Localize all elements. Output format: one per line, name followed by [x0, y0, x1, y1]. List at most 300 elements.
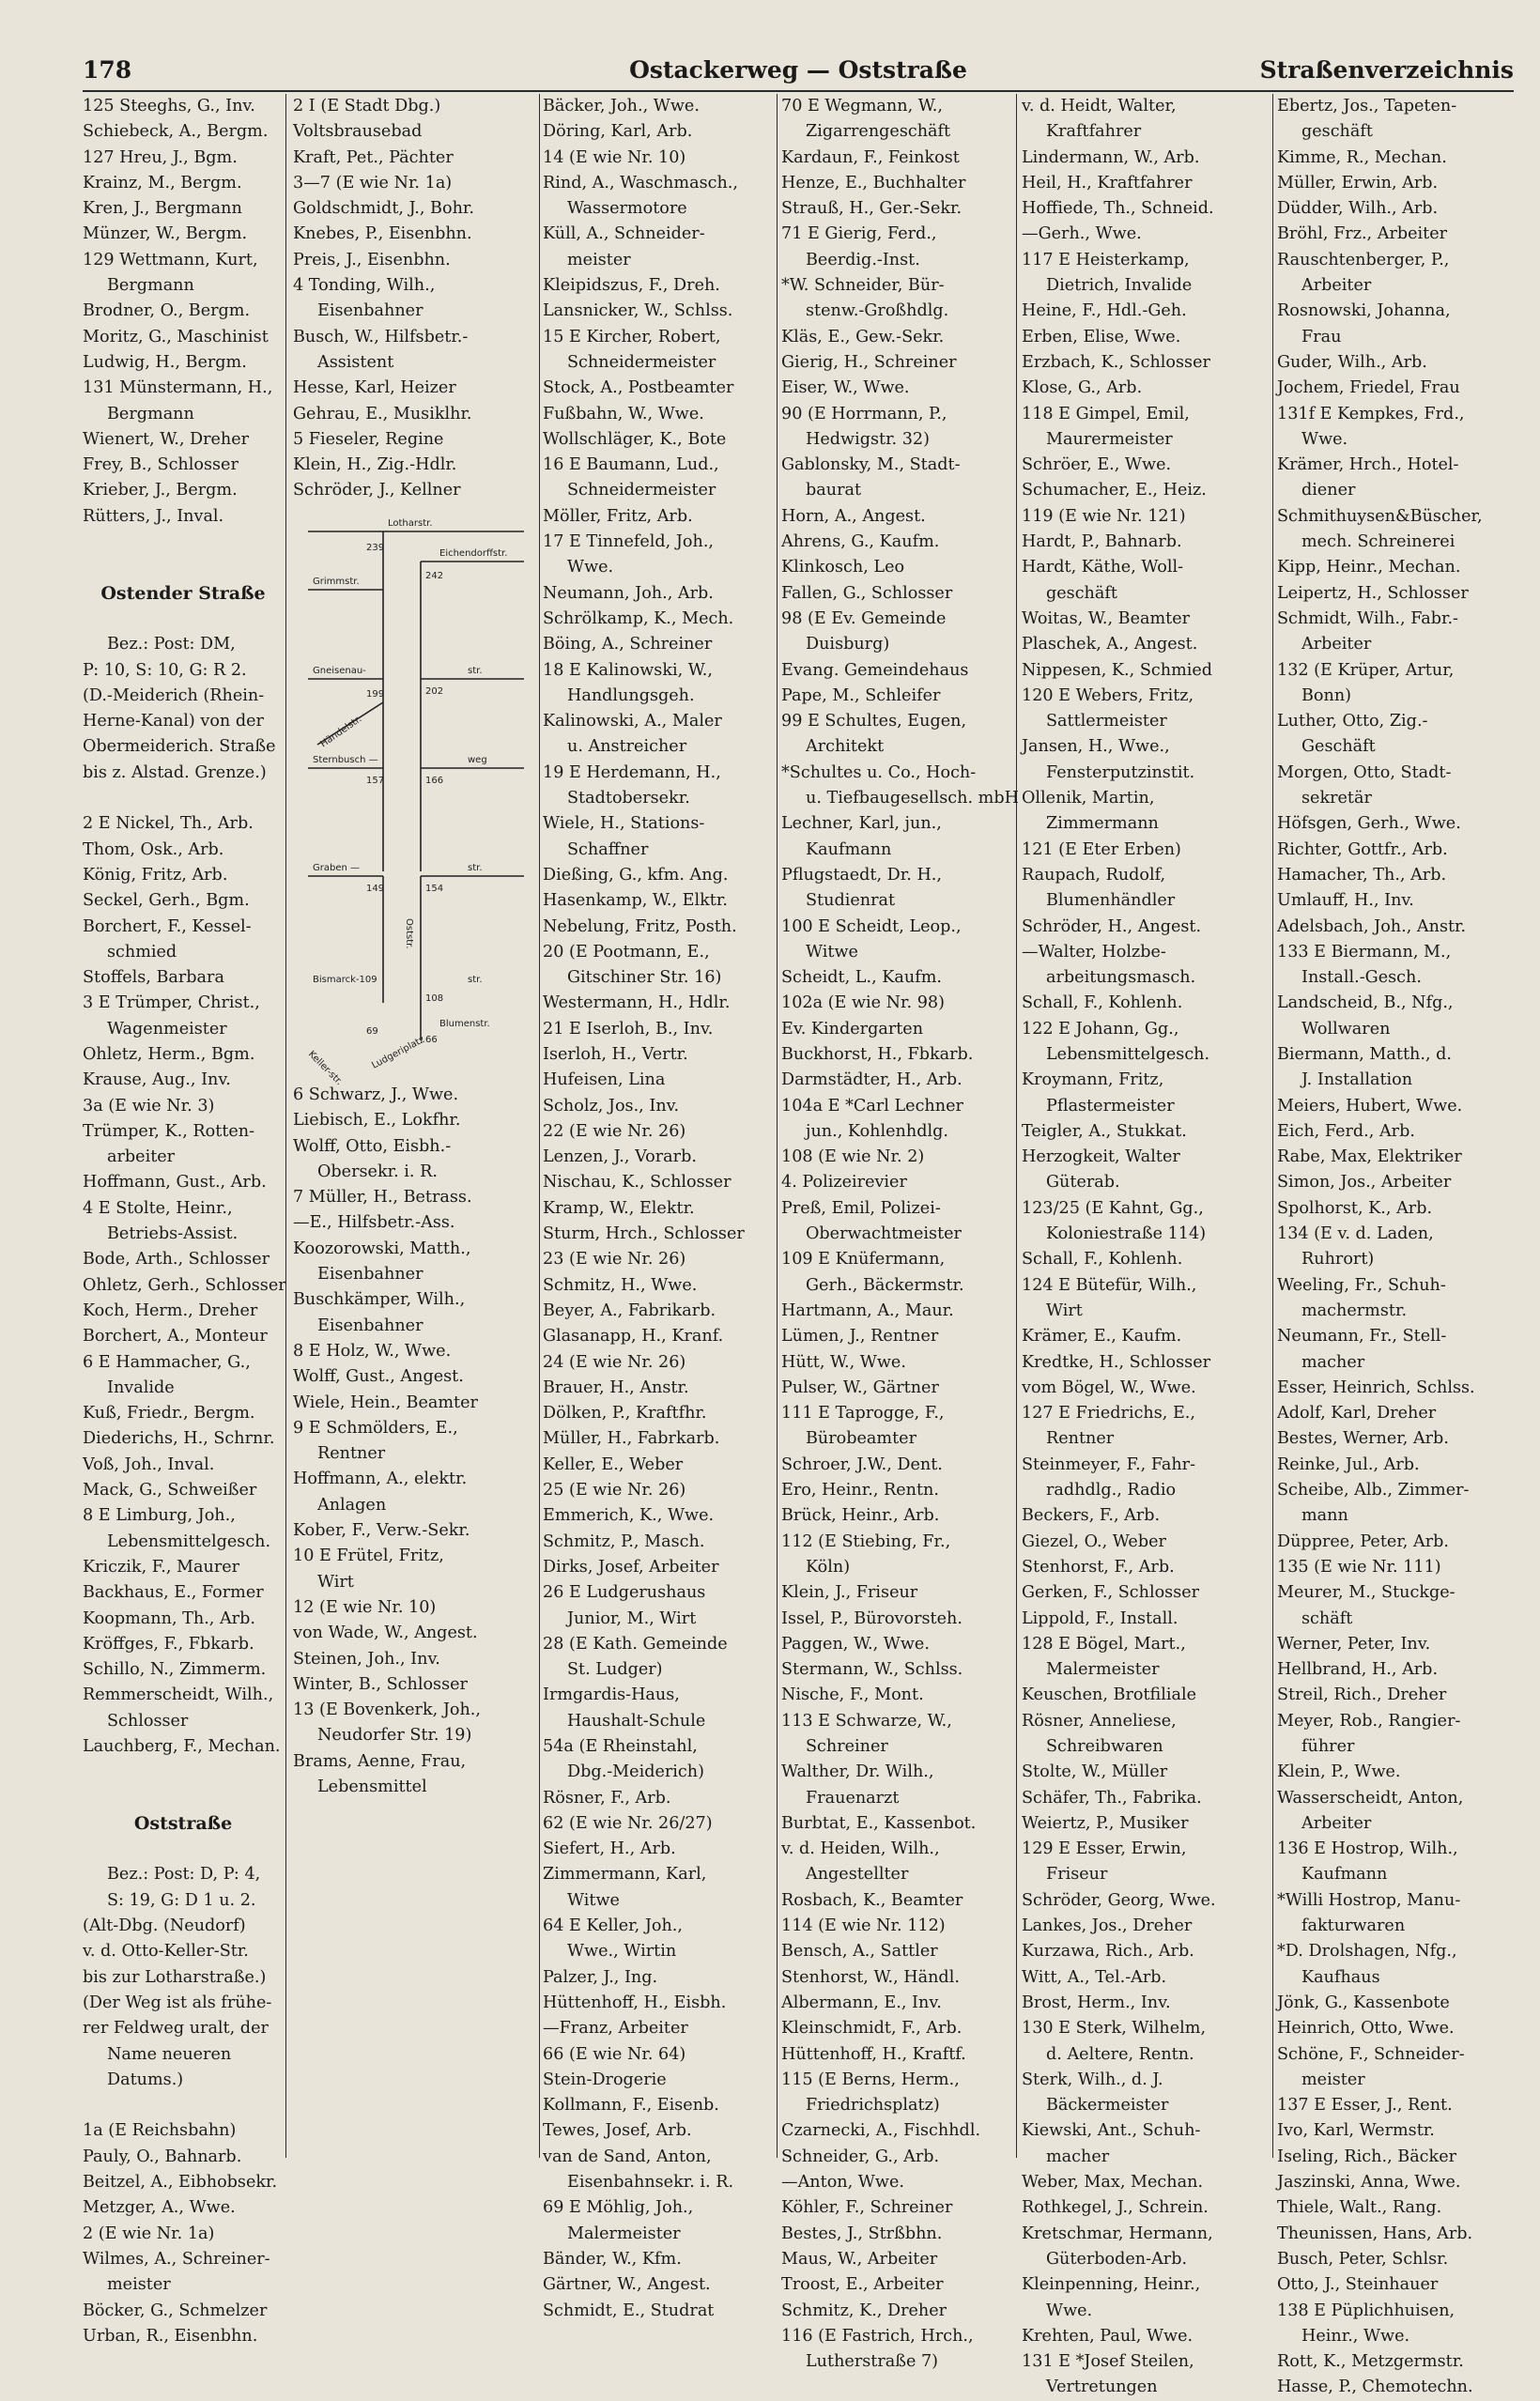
- directory-entry: Borchert, A., Monteur: [83, 1327, 268, 1347]
- directory-entry: 131f E Kempkes, Frd.,: [1277, 404, 1465, 423]
- directory-entry: Urban, R., Eisenbhn.: [83, 2326, 258, 2346]
- blank-line: [83, 786, 284, 811]
- directory-entry: Strauß, H., Ger.-Sekr.: [781, 199, 962, 219]
- directory-entry: König, Fritz, Arb.: [83, 865, 228, 885]
- directory-entry: 18 E Kalinowski, W.,: [543, 660, 713, 680]
- directory-entry: 122 E Johann, Gg.,: [1022, 1019, 1179, 1039]
- directory-entry: Buckhorst, H., Fbkarb.: [781, 1044, 974, 1064]
- directory-entry: Gehrau, E., Musiklhr.: [293, 404, 472, 423]
- directory-entry: Krainz, M., Bergm.: [83, 173, 242, 192]
- directory-entry: Lansnicker, W., Schlss.: [543, 301, 733, 321]
- directory-entry: Ebertz, Jos., Tapeten-: [1277, 97, 1457, 115]
- directory-entry: Malermeister: [1046, 1660, 1160, 1680]
- directory-entry: Erben, Elise, Wwe.: [1022, 327, 1181, 346]
- directory-entry: 129 E Esser, Erwin,: [1022, 1839, 1187, 1859]
- directory-entry: Köln): [806, 1557, 851, 1577]
- directory-entry: —E., Hilfsbetr.-Ass.: [293, 1213, 455, 1233]
- directory-entry: Burbtat, E., Kassenbot.: [781, 1813, 977, 1833]
- directory-entry: geschäft: [1301, 122, 1373, 142]
- directory-entry: 111 E Taprogge, F.,: [781, 1404, 945, 1424]
- directory-entry: Install.-Gesch.: [1301, 968, 1422, 988]
- page-header: [83, 54, 1514, 92]
- map-label-sternbusch: Sternbusch —: [313, 755, 378, 765]
- directory-entry: 71 E Gierig, Ferd.,: [781, 224, 937, 244]
- blank-line: [83, 1786, 284, 1811]
- directory-entry: Friseur: [1046, 1865, 1108, 1885]
- directory-entry: Pulser, W., Gärtner: [781, 1377, 939, 1397]
- directory-entry: Krämer, Hrch., Hotel-: [1277, 455, 1459, 475]
- directory-entry: 8 E Limburg, Joh.,: [83, 1506, 236, 1526]
- directory-entry: Beckers, F., Arb.: [1022, 1506, 1161, 1526]
- directory-entry: Voß, Joh., Inval.: [83, 1454, 215, 1474]
- map-number: 149: [366, 884, 385, 894]
- directory-entry: 2 (E wie Nr. 1a): [83, 2224, 215, 2243]
- directory-entry: Steinen, Joh., Inv.: [293, 1649, 440, 1669]
- directory-entry: Geschäft: [1301, 737, 1376, 757]
- directory-entry: Lebensmittel: [317, 1778, 427, 1797]
- directory-entry: bis z. Alstad. Grenze.): [83, 762, 267, 782]
- directory-entry: Rütters, J., Inval.: [83, 506, 224, 526]
- directory-entry: Bensch, A., Sattler: [781, 1942, 938, 1962]
- directory-entry: Teigler, A., Stukkat.: [1022, 1121, 1187, 1141]
- directory-entry: Lenzen, J., Vorarb.: [543, 1147, 697, 1167]
- map-label-bismarck-str: str.: [468, 975, 483, 985]
- map-divider: [289, 1078, 535, 1080]
- directory-entry: Krämer, E., Kaufm.: [1022, 1327, 1182, 1347]
- directory-entry: 24 (E wie Nr. 26): [543, 1352, 686, 1372]
- directory-entry: 21 E Iserloh, B., Inv.: [543, 1019, 714, 1039]
- directory-entry: Wiele, Hein., Beamter: [293, 1393, 478, 1412]
- directory-entry: Wasserscheidt, Anton,: [1277, 1788, 1464, 1808]
- directory-entry: Westermann, H., Hdlr.: [543, 993, 731, 1013]
- directory-entry: sekretär: [1301, 789, 1372, 808]
- directory-entry: rer Feldweg uralt, der: [83, 2019, 269, 2039]
- directory-entry: Rauschtenberger, P.,: [1277, 250, 1450, 269]
- directory-entry: Dölken, P., Kraftfhr.: [543, 1404, 707, 1424]
- directory-entry: Eisenbahnsekr. i. R.: [567, 2173, 734, 2193]
- directory-entry: führer: [1301, 1737, 1355, 1756]
- directory-entry: Obersekr. i. R.: [317, 1162, 438, 1181]
- directory-entry: Kimme, R., Mechan.: [1277, 147, 1447, 167]
- directory-entry: (Alt-Dbg. (Neudorf): [83, 1916, 246, 1936]
- map-number: 202: [425, 686, 444, 697]
- directory-entry: Meurer, M., Stuckge-: [1277, 1583, 1455, 1603]
- directory-entry: Hasse, P., Chemotechn.: [1277, 2378, 1473, 2397]
- directory-entry: Ollenik, Martin,: [1022, 789, 1155, 808]
- directory-entry: Kiewski, Ant., Schuh-: [1022, 2121, 1201, 2141]
- directory-entry: Gitschiner Str. 16): [567, 968, 722, 988]
- directory-entry: Schmitz, H., Wwe.: [543, 1275, 698, 1295]
- directory-entry: Pflugstaedt, Dr. H.,: [781, 865, 942, 885]
- directory-entry: diener: [1301, 481, 1356, 500]
- directory-entry: Nippesen, K., Schmied: [1022, 660, 1213, 680]
- directory-entry: Otto, J., Steinhauer: [1277, 2275, 1439, 2295]
- directory-entry: J. Installation: [1301, 1070, 1413, 1090]
- directory-entry: Duisburg): [806, 635, 890, 654]
- directory-entry: Wwe.: [1301, 429, 1348, 449]
- directory-entry: Hüttenhoff, H., Eisbh.: [543, 1993, 727, 2012]
- directory-entry: Spolhorst, K., Arb.: [1277, 1198, 1433, 1218]
- directory-entry: Invalide: [107, 1377, 175, 1397]
- directory-entry: Maurermeister: [1046, 429, 1173, 449]
- map-label-sternbusch-weg: weg: [468, 755, 487, 765]
- directory-entry: Mack, G., Schweißer: [83, 1481, 257, 1501]
- directory-entry: Krehten, Paul, Wwe.: [1022, 2326, 1194, 2346]
- directory-entry: Stolte, W., Müller: [1022, 1762, 1168, 1782]
- directory-entry: 23 (E wie Nr. 26): [543, 1250, 686, 1270]
- directory-entry: Kardaun, F., Feinkost: [781, 147, 960, 167]
- directory-entry: 135 (E wie Nr. 111): [1277, 1557, 1441, 1577]
- directory-entry: Rosnowski, Johanna,: [1277, 301, 1451, 321]
- directory-entry: Gärtner, W., Angest.: [543, 2275, 711, 2295]
- directory-entry: Bürobeamter: [806, 1429, 917, 1449]
- directory-entry: Bez.: Post: D, P: 4,: [107, 1865, 261, 1885]
- directory-entry: 22 (E wie Nr. 26): [543, 1121, 686, 1141]
- directory-entry: Klein, J., Friseur: [781, 1583, 918, 1603]
- directory-entry: Rott, K., Metzgermstr.: [1277, 2352, 1464, 2372]
- directory-entry: Lippold, F., Install.: [1022, 1608, 1178, 1628]
- directory-entry: Schlosser: [107, 1711, 189, 1731]
- directory-entry: Siefert, H., Arb.: [543, 1839, 676, 1859]
- directory-entry: Pflastermeister: [1046, 1096, 1175, 1116]
- directory-entry: Wassermotore: [567, 199, 687, 219]
- directory-entry: v. d. Otto-Keller-Str.: [83, 1942, 249, 1962]
- directory-entry: 19 E Herdemann, H.,: [543, 762, 721, 782]
- directory-entry: Czarnecki, A., Fischhdl.: [781, 2121, 981, 2141]
- directory-entry: Stoffels, Barbara: [83, 968, 224, 988]
- directory-entry: Kalinowski, A., Maler: [543, 712, 722, 731]
- directory-entry: Architekt: [806, 737, 885, 757]
- directory-entry: baurat: [806, 481, 862, 500]
- map-label-graben: Graben —: [313, 863, 361, 873]
- column-rule: [1016, 94, 1017, 2158]
- directory-entry: meister: [567, 250, 631, 269]
- directory-entry: Schmitz, P., Masch.: [543, 1531, 705, 1551]
- directory-entry: Scheibe, Alb., Zimmer-: [1277, 1481, 1470, 1501]
- directory-entry: 4 Tonding, Wilh.,: [293, 276, 436, 296]
- column-rule: [777, 94, 778, 2158]
- directory-entry: Fußbahn, W., Wwe.: [543, 404, 704, 423]
- map-label-eichendorffstr: Eichendorffstr.: [439, 548, 508, 559]
- page-number: 178: [83, 56, 132, 84]
- directory-entry: Steinmeyer, F., Fahr-: [1022, 1454, 1196, 1474]
- directory-entry: Hüttenhoff, H., Kraftf.: [781, 2044, 966, 2064]
- directory-entry: Meyer, Rob., Rangier-: [1277, 1711, 1461, 1731]
- directory-entry: Eisenbahner: [317, 1265, 424, 1285]
- directory-entry: St. Ludger): [567, 1660, 663, 1680]
- directory-entry: Koch, Herm., Dreher: [83, 1301, 258, 1320]
- directory-entry: Schneidermeister: [567, 352, 716, 372]
- directory-entry: Woitas, W., Beamter: [1022, 608, 1191, 628]
- directory-entry: (D.-Meiderich (Rhein-: [83, 685, 265, 705]
- directory-entry: 124 E Bütefür, Wilh.,: [1022, 1275, 1197, 1295]
- directory-entry: —Walter, Holzbe-: [1022, 942, 1166, 962]
- directory-entry: 4. Polizeirevier: [781, 1173, 907, 1193]
- directory-entry: Studienrat: [806, 891, 896, 911]
- directory-entry: Heinr., Wwe.: [1301, 2326, 1410, 2346]
- directory-entry: Iserloh, H., Vertr.: [543, 1044, 688, 1064]
- directory-entry: 69 E Möhlig, Joh.,: [543, 2198, 694, 2218]
- directory-entry: 2 E Nickel, Th., Arb.: [83, 814, 254, 834]
- map-label-blumenstr: Blumenstr.: [439, 1019, 490, 1029]
- directory-entry: Thom, Osk., Arb.: [83, 839, 224, 859]
- directory-entry: Knebes, P., Eisenbhn.: [293, 224, 472, 244]
- directory-entry: Herzogkeit, Walter: [1022, 1147, 1180, 1167]
- directory-entry: Rabe, Max, Elektriker: [1277, 1147, 1462, 1167]
- directory-entry: Malermeister: [567, 2224, 681, 2243]
- directory-entry: Rothkegel, J., Schrein.: [1022, 2198, 1209, 2218]
- directory-entry: Koozorowski, Matth.,: [293, 1239, 471, 1258]
- directory-entry: Arbeiter: [1301, 1813, 1372, 1833]
- directory-entry: Wolff, Otto, Eisbh.-: [293, 1136, 452, 1156]
- directory-entry: Köhler, F., Schreiner: [781, 2198, 953, 2218]
- directory-entry: Brodner, O., Bergm.: [83, 301, 251, 321]
- directory-entry: Frau: [1301, 327, 1342, 346]
- directory-entry: Neumann, Fr., Stell-: [1277, 1327, 1447, 1347]
- directory-entry: —Anton, Wwe.: [781, 2173, 904, 2193]
- directory-entry: Heinrich, Otto, Wwe.: [1277, 2019, 1455, 2039]
- directory-entry: Kraftfahrer: [1046, 122, 1142, 142]
- directory-entry: Koopmann, Th., Arb.: [83, 1608, 255, 1628]
- directory-entry: 138 E Püplichhuisen,: [1277, 2301, 1455, 2320]
- directory-entry: 20 (E Pootmann, E.,: [543, 942, 710, 962]
- directory-entry: Irmgardis-Haus,: [543, 1685, 680, 1705]
- directory-entry: Simon, Jos., Arbeiter: [1277, 1173, 1452, 1193]
- directory-entry: Guder, Wilh., Arb.: [1277, 352, 1427, 372]
- directory-entry: Kipp, Heinr., Mechan.: [1277, 558, 1461, 577]
- directory-entry: arbeiter: [107, 1147, 176, 1167]
- directory-entry: 5 Fieseler, Regine: [293, 429, 444, 449]
- directory-entry: 2 I (E Stadt Dbg.): [293, 97, 441, 115]
- directory-entry: Angestellter: [806, 1865, 909, 1885]
- directory-entry: Sterk, Wilh., d. J.: [1022, 2070, 1163, 2089]
- directory-entry: *Willi Hostrop, Manu-: [1277, 1890, 1461, 1910]
- directory-entry: —Franz, Arbeiter: [543, 2019, 688, 2039]
- directory-entry: Meiers, Hubert, Wwe.: [1277, 1096, 1463, 1116]
- directory-entry: Issel, P., Bürovorsteh.: [781, 1608, 962, 1628]
- directory-entry: Kläs, E., Gew.-Sekr.: [781, 327, 945, 346]
- directory-entry: Bänder, W., Kfm.: [543, 2249, 682, 2269]
- directory-entry: Ruhrort): [1301, 1250, 1375, 1270]
- directory-entry: —Gerh., Wwe.: [1022, 224, 1142, 244]
- directory-entry: Kollmann, F., Eisenb.: [543, 2096, 719, 2116]
- blank-line: [83, 1837, 284, 1862]
- directory-entry: Adolf, Karl, Dreher: [1277, 1404, 1437, 1424]
- directory-entry: Arbeiter: [1301, 635, 1372, 654]
- directory-entry: Ivo, Karl, Wermstr.: [1277, 2121, 1435, 2141]
- directory-entry: macher: [1301, 1352, 1365, 1372]
- directory-entry: Ev. Kindergarten: [781, 1019, 924, 1039]
- directory-entry: Beyer, A., Fabrikarb.: [543, 1301, 716, 1320]
- directory-entry: Nebelung, Fritz, Posth.: [543, 916, 737, 936]
- directory-entry: 28 (E Kath. Gemeinde: [543, 1634, 728, 1654]
- directory-entry: Schröder, H., Angest.: [1022, 916, 1202, 936]
- directory-entry: 136 E Hostrop, Wilh.,: [1277, 1839, 1458, 1859]
- directory-entry: 6 E Hammacher, G.,: [83, 1352, 251, 1372]
- directory-entry: radhdlg., Radio: [1046, 1481, 1177, 1501]
- directory-entry: *W. Schneider, Bür-: [781, 276, 945, 296]
- directory-entry: Jaszinski, Anna, Wwe.: [1277, 2173, 1461, 2193]
- directory-entry: Busch, Peter, Schlsr.: [1277, 2249, 1449, 2269]
- directory-entry: Hamacher, Th., Arb.: [1277, 865, 1447, 885]
- blank-line: [83, 607, 284, 632]
- directory-entry: Bez.: Post: DM,: [107, 635, 236, 654]
- directory-entry: Borchert, F., Kessel-: [83, 916, 252, 936]
- directory-entry: machermstr.: [1301, 1301, 1408, 1320]
- directory-entry: Wolff, Gust., Angest.: [293, 1367, 464, 1387]
- directory-entry: Vertretungen: [1046, 2378, 1158, 2397]
- directory-entry: Kretschmar, Hermann,: [1022, 2224, 1213, 2243]
- blank-line: [83, 555, 284, 580]
- directory-entry: 3a (E wie Nr. 3): [83, 1096, 215, 1116]
- directory-entry: Bode, Arth., Schlosser: [83, 1250, 270, 1270]
- map-number: 199: [366, 689, 385, 700]
- directory-entry: Klose, G., Arb.: [1022, 378, 1143, 398]
- map-number: 166: [425, 776, 444, 786]
- map-number: 154: [425, 884, 444, 894]
- directory-entry: Leipertz, H., Schlosser: [1277, 583, 1469, 603]
- directory-entry: Plaschek, A., Angest.: [1022, 635, 1198, 654]
- map-number: 108: [425, 993, 444, 1004]
- map-label-oststr: Oststr.: [404, 918, 414, 949]
- directory-entry: Wienert, W., Dreher: [83, 429, 250, 449]
- directory-entry: Keller, E., Weber: [543, 1454, 684, 1474]
- directory-entry: Heine, F., Hdl.-Geh.: [1022, 301, 1187, 321]
- directory-entry: Böcker, G., Schmelzer: [83, 2301, 268, 2320]
- directory-entry: Eisenbahner: [317, 1316, 424, 1335]
- directory-entry: Lebensmittelgesch.: [107, 1531, 271, 1551]
- directory-entry: Schroer, J.W., Dent.: [781, 1454, 943, 1474]
- directory-entry: Wilmes, A., Schreiner-: [83, 2249, 270, 2269]
- directory-entry: Stock, A., Postbeamter: [543, 378, 734, 398]
- directory-entry: Nische, F., Mont.: [781, 1685, 924, 1705]
- directory-entry: 14 (E wie Nr. 10): [543, 147, 686, 167]
- directory-entry: schmied: [107, 942, 177, 962]
- directory-entry: Klinkosch, Leo: [781, 558, 905, 577]
- directory-entry: Betriebs-Assist.: [107, 1224, 239, 1244]
- directory-entry: Adelsbach, Joh., Anstr.: [1277, 916, 1467, 936]
- directory-entry: Keuschen, Brotfiliale: [1022, 1685, 1197, 1705]
- directory-entry: Neudorfer Str. 19): [317, 1726, 472, 1746]
- directory-entry: Metzger, A., Wwe.: [83, 2198, 236, 2218]
- directory-entry: 127 E Friedrichs, E.,: [1022, 1404, 1195, 1424]
- directory-entry: Pape, M., Schleifer: [781, 685, 941, 705]
- directory-entry: Hoffmann, Gust., Arb.: [83, 1173, 267, 1193]
- directory-entry: Stenhorst, W., Händl.: [781, 1967, 960, 1987]
- directory-entry: Evang. Gemeindehaus: [781, 660, 969, 680]
- directory-entry: Sattlermeister: [1046, 712, 1167, 731]
- directory-entry: Winter, B., Schlosser: [293, 1674, 468, 1694]
- directory-entry: Hoffmann, A., elektr.: [293, 1470, 468, 1489]
- directory-entry: Kredtke, H., Schlosser: [1022, 1352, 1211, 1372]
- directory-entry: Wollwaren: [1301, 1019, 1391, 1039]
- directory-entry: Schreibwaren: [1046, 1737, 1163, 1756]
- directory-entry: 3 E Trümper, Christ.,: [83, 993, 260, 1013]
- directory-entry: Henze, E., Buchhalter: [781, 173, 966, 192]
- directory-entry: Eich, Ferd., Arb.: [1277, 1121, 1415, 1141]
- map-label-gneisenau: Gneisenau-: [313, 666, 366, 676]
- directory-entry: Frauenarzt: [806, 1788, 900, 1808]
- directory-entry: Preß, Emil, Polizei-: [781, 1198, 941, 1218]
- street-heading: Oststraße: [133, 1812, 233, 1834]
- directory-entry: Weber, Max, Mechan.: [1022, 2173, 1204, 2193]
- directory-entry: Schröder, J., Kellner: [293, 481, 461, 500]
- directory-entry: Oberwachtmeister: [806, 1224, 962, 1244]
- directory-entry: 114 (E wie Nr. 112): [781, 1916, 946, 1936]
- directory-entry: Witt, A., Tel.-Arb.: [1022, 1967, 1167, 1987]
- directory-entry: 108 (E wie Nr. 2): [781, 1147, 925, 1167]
- directory-entry: 125 Steeghs, G., Inv.: [83, 97, 255, 115]
- directory-entry: Kleinpenning, Heinr.,: [1022, 2275, 1201, 2295]
- directory-column-5: [1022, 94, 1270, 2397]
- directory-entry: 109 E Knüfermann,: [781, 1250, 946, 1270]
- directory-entry: Giezel, O., Weber: [1022, 1531, 1166, 1551]
- directory-entry: Umlauff, H., Inv.: [1277, 891, 1414, 911]
- directory-entry: stenw.-Großhdlg.: [806, 301, 949, 321]
- directory-entry: jun., Kohlenhdlg.: [806, 1121, 948, 1141]
- directory-entry: Brück, Heinr., Arb.: [781, 1506, 940, 1526]
- directory-entry: 10 E Frütel, Fritz,: [293, 1547, 444, 1566]
- directory-entry: Esser, Heinrich, Schlss.: [1277, 1377, 1475, 1397]
- directory-entry: Eisenbahner: [317, 301, 424, 321]
- directory-entry: Lutherstraße 7): [806, 2352, 939, 2372]
- directory-entry: Liebisch, E., Lokfhr.: [293, 1111, 461, 1131]
- directory-entry: Fallen, G., Schlosser: [781, 583, 953, 603]
- directory-entry: S: 19, G: D 1 u. 2.: [107, 1890, 256, 1910]
- directory-entry: Rösner, F., Arb.: [543, 1788, 671, 1808]
- directory-entry: Richter, Gottfr., Arb.: [1277, 839, 1448, 859]
- directory-entry: schäft: [1301, 1608, 1353, 1628]
- directory-entry: Rosbach, K., Beamter: [781, 1890, 963, 1910]
- directory-entry: Wirt: [317, 1572, 354, 1592]
- directory-entry: Weeling, Fr., Schuh-: [1277, 1275, 1446, 1295]
- directory-entry: Remmerscheidt, Wilh.,: [83, 1685, 274, 1705]
- directory-entry: 130 E Sterk, Wilhelm,: [1022, 2019, 1207, 2039]
- directory-entry: Trümper, K., Rotten-: [83, 1121, 255, 1141]
- directory-entry: macher: [1046, 2147, 1110, 2166]
- directory-entry: fakturwaren: [1301, 1916, 1406, 1936]
- directory-entry: u. Tiefbaugesellsch. mbH: [806, 789, 1019, 808]
- directory-entry: Schneidermeister: [567, 481, 716, 500]
- directory-entry: Rind, A., Waschmasch.,: [543, 173, 738, 192]
- directory-entry: 9 E Schmölders, E.,: [293, 1418, 458, 1438]
- directory-entry: Brost, Herm., Inv.: [1022, 1993, 1171, 2012]
- directory-entry: Stadtobersekr.: [567, 789, 690, 808]
- directory-entry: Schall, F., Kohlenh.: [1022, 1250, 1183, 1270]
- directory-entry: Backhaus, E., Former: [83, 1583, 264, 1603]
- map-number: 69: [366, 1026, 378, 1037]
- directory-entry: Bröhl, Frz., Arbeiter: [1277, 224, 1448, 244]
- directory-entry: Wiele, H., Stations-: [543, 814, 705, 834]
- directory-entry: Lümen, J., Rentner: [781, 1327, 939, 1347]
- directory-entry: Pauly, O., Bahnarb.: [83, 2147, 242, 2166]
- directory-entry: Rentner: [1046, 1429, 1115, 1449]
- map-label-kellerstr: Keller-str.: [305, 1049, 345, 1088]
- directory-entry: Tewes, Josef, Arb.: [543, 2121, 692, 2141]
- directory-entry: 12 (E wie Nr. 10): [293, 1597, 437, 1617]
- directory-column-1: [83, 94, 286, 2346]
- directory-entry: Horn, A., Angest.: [781, 506, 926, 526]
- directory-entry: Dießing, G., kfm. Ang.: [543, 865, 729, 885]
- directory-entry: Biermann, Matth., d.: [1277, 1044, 1453, 1064]
- directory-entry: 120 E Webers, Fritz,: [1022, 685, 1194, 705]
- directory-entry: Brauer, H., Anstr.: [543, 1377, 689, 1397]
- directory-entry: Krause, Aug., Inv.: [83, 1070, 231, 1090]
- map-number: 239: [366, 543, 385, 553]
- directory-entry: 133 E Biermann, M.,: [1277, 942, 1452, 962]
- directory-entry: 90 (E Horrmann, P.,: [781, 404, 947, 423]
- directory-entry: Küll, A., Schneider-: [543, 224, 705, 244]
